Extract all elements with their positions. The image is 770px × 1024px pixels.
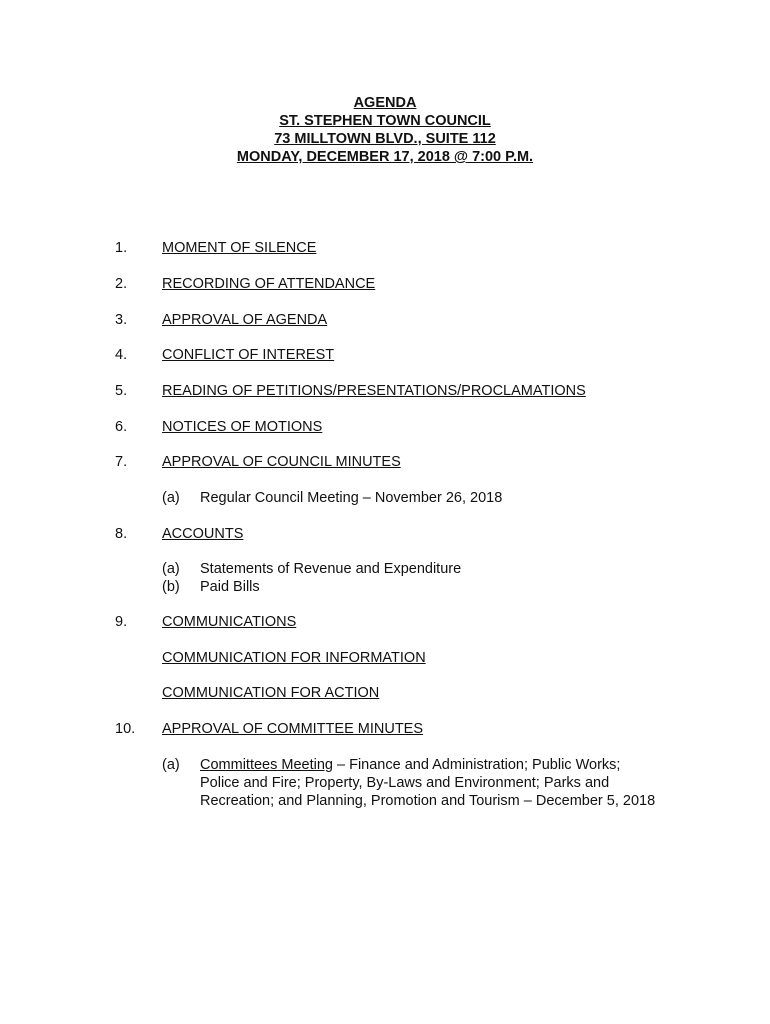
subitem-label: (a) (162, 561, 180, 577)
subitem-text: Statements of Revenue and Expenditure (200, 561, 462, 577)
item-title: CONFLICT OF INTEREST (162, 347, 335, 363)
item-title: APPROVAL OF COUNCIL MINUTES (162, 454, 401, 470)
subitem-text: Paid Bills (200, 579, 260, 595)
item-number: 2. (115, 276, 128, 292)
header-title: AGENDA (353, 95, 417, 111)
header-date: MONDAY, DECEMBER 17, 2018 @ 7:00 P.M. (236, 149, 534, 165)
subitem-line1-rest: – Finance and Administration; Public Works; (332, 757, 621, 773)
item-number: 9. (115, 614, 128, 630)
item-title: READING OF PETITIONS/PRESENTATIONS/PROCLAMATIONS (162, 383, 586, 399)
committees-meeting-heading: Committees Meeting (200, 757, 333, 773)
item-title: COMMUNICATIONS (162, 614, 297, 630)
subitem-label: (a) (162, 490, 180, 506)
item-number: 8. (115, 526, 128, 542)
subitem-text-line3: Recreation; and Planning, Promotion and Tourism – December 5, 2018 (200, 793, 656, 809)
item-title: NOTICES OF MOTIONS (162, 419, 323, 435)
subitem-label: (b) (162, 579, 180, 595)
item-title: APPROVAL OF AGENDA (162, 312, 328, 328)
item-number: 5. (115, 383, 128, 399)
item-title: RECORDING OF ATTENDANCE (162, 276, 376, 292)
header-council: ST. STEPHEN TOWN COUNCIL (279, 113, 491, 129)
subitem-text-line1 (200, 756, 620, 774)
item-number: 6. (115, 419, 128, 435)
item-number: 1. (115, 240, 128, 256)
item-number: 3. (115, 312, 128, 328)
subitem-label: (a) (162, 757, 180, 773)
item-number: 4. (115, 347, 128, 363)
item-number: 7. (115, 454, 128, 470)
header-address: 73 MILLTOWN BLVD., SUITE 112 (274, 131, 496, 147)
subitem-text-line2: Police and Fire; Property, By-Laws and Environment; Parks and (200, 775, 610, 791)
subitem-text: Regular Council Meeting – November 26, 2018 (200, 490, 503, 506)
item-title: MOMENT OF SILENCE (162, 240, 317, 256)
item-number: 10. (115, 721, 136, 737)
communication-for-action: COMMUNICATION FOR ACTION (162, 685, 380, 701)
item-title: ACCOUNTS (162, 526, 244, 542)
agenda-header (0, 94, 770, 166)
item-title: APPROVAL OF COMMITTEE MINUTES (162, 721, 424, 737)
communication-for-information: COMMUNICATION FOR INFORMATION (162, 650, 426, 666)
